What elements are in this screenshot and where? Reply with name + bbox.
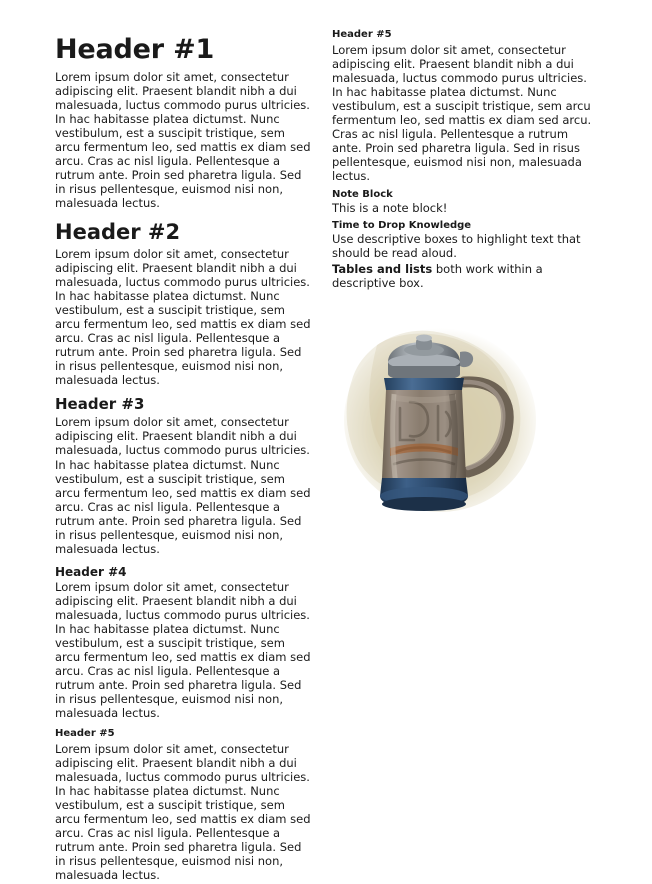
paragraph-5: Lorem ipsum dolor sit amet, consectetur adipiscing elit. Praesent blandit nibh a dui malesuada, luctus commodo purus ultricies. In hac habitasse platea dictumst. Nunc vestibulum, est a suscipit tristique, sem arcu fermentum leo, sed mattis ex diam sed arcu. Cras ac nisl ligula. Pellentesque a rutrum ante. Proin sed pharetra ligula. Sed in risus pellentesque, euismod nisi non, malesuada lectus. — [55, 741, 311, 882]
right-heading-5: Header #5 — [332, 29, 392, 40]
descriptive-box-body: Use descriptive boxes to highlight text that should be read aloud. — [332, 231, 581, 260]
descriptive-box-title: Time to Drop Knowledge — [332, 219, 472, 231]
heading-2: Header #2 — [55, 219, 181, 244]
heading-4: Header #4 — [55, 564, 127, 579]
paragraph-2: Lorem ipsum dolor sit amet, consectetur adipiscing elit. Praesent blandit nibh a dui malesuada, luctus commodo purus ultricies. In hac habitasse platea dictumst. Nunc vestibulum, est a suscipit tristique, sem arcu fermentum leo, sed mattis ex diam sed arcu. Cras ac nisl ligula. Pellentesque a rutrum ante. Proin sed pharetra ligula. Sed in risus pellentesque, euismod nisi non, malesuada lectus. — [55, 246, 311, 387]
paragraph-4: Lorem ipsum dolor sit amet, consectetur adipiscing elit. Praesent blandit nibh a dui malesuada, luctus commodo purus ultricies. In hac habitasse platea dictumst. Nunc vestibulum, est a suscipit tristique, sem arcu fermentum leo, sed mattis ex diam sed arcu. Cras ac nisl ligula. Pellentesque a rutrum ante. Proin sed pharetra ligula. Sed in risus pellentesque, euismod nisi non, malesuada lectus. — [55, 580, 311, 721]
beer-stein-svg — [332, 290, 567, 540]
stein-base — [380, 478, 468, 511]
paragraph-1: Lorem ipsum dolor sit amet, consectetur adipiscing elit. Praesent blandit nibh a dui malesuada, luctus commodo purus ultricies. In hac habitasse platea dictumst. Nunc vestibulum, est a suscipit tristique, sem arcu fermentum leo, sed mattis ex diam sed arcu. Cras ac nisl ligula. Pellentesque a rutrum ante. Proin sed pharetra ligula. Sed in risus pellentesque, euismod nisi non, malesuada lectus. — [55, 70, 311, 211]
heading-1: Header #1 — [55, 34, 215, 65]
heading-5: Header #5 — [55, 728, 115, 740]
descriptive-bold-lead: Tables and lists — [332, 261, 433, 276]
descriptive-box-tables-lists — [332, 262, 600, 290]
left-column — [55, 30, 313, 884]
note-block-title: Note Block — [332, 188, 393, 200]
beer-stein-illustration — [332, 290, 567, 540]
note-block-body: This is a note block! — [332, 200, 448, 215]
descriptive-tail: both work within a descriptive box. — [332, 261, 543, 290]
stein-collar — [384, 378, 464, 390]
right-paragraph: Lorem ipsum dolor sit amet, consectetur adipiscing elit. Praesent blandit nibh a dui malesuada, luctus commodo purus ultricies. In hac habitasse platea dictumst. Nunc vestibulum, est a suscipit tristique, sem arcu fermentum leo, sed mattis ex diam sed arcu. Cras ac nisl ligula. Pellentesque a rutrum ante. Proin sed pharetra ligula. Sed in risus pellentesque, euismod nisi non, malesuada lectus. — [332, 42, 592, 183]
paragraph-3: Lorem ipsum dolor sit amet, consectetur adipiscing elit. Praesent blandit nibh a dui malesuada, luctus commodo purus ultricies. In hac habitasse platea dictumst. Nunc vestibulum, est a suscipit tristique, sem arcu fermentum leo, sed mattis ex diam sed arcu. Cras ac nisl ligula. Pellentesque a rutrum ante. Proin sed pharetra ligula. Sed in risus pellentesque, euismod nisi non, malesuada lectus. — [55, 415, 311, 556]
heading-3: Header #3 — [55, 394, 145, 413]
right-column — [332, 30, 600, 292]
